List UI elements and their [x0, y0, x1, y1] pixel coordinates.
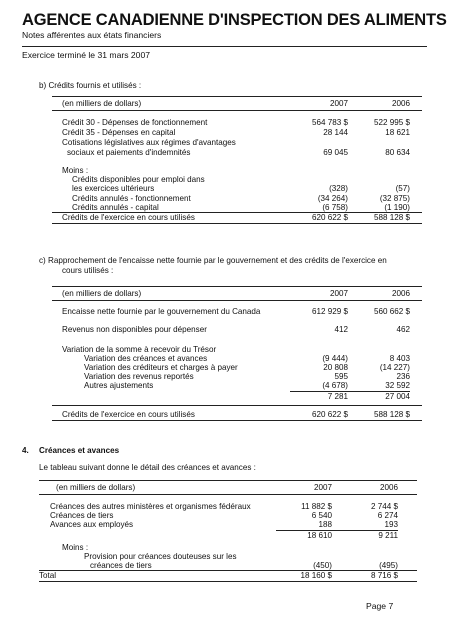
table-cell-2006: (32 875)	[379, 194, 410, 203]
table-cell-2006: 522 995 $	[373, 118, 410, 127]
table-b-year-2007: 2007	[329, 99, 348, 108]
table-cell-2006: 80 634	[385, 148, 410, 157]
table-4-column-header: (en milliers de dollars)	[56, 483, 136, 492]
table-cell-2007: 69 045	[323, 148, 348, 157]
table-4-year-2006: 2006	[379, 483, 398, 492]
table-c-total-label: Crédits de l'exercice en cours utilisés	[62, 410, 195, 419]
table-cell-2006: 18 621	[385, 128, 410, 137]
table-cell-2007: 564 783 $	[311, 118, 348, 127]
table-cell-2006: (14 227)	[379, 363, 410, 372]
table-cell-2006: 32 592	[385, 381, 410, 390]
table-c-total-2006: 588 128 $	[373, 410, 410, 419]
table-cell-2007: 20 808	[323, 363, 348, 372]
table-row-label: les exercices ultérieurs	[72, 184, 155, 193]
section-4-heading: Créances et avances	[39, 446, 120, 455]
table-cell-2007: (9 444)	[322, 354, 348, 363]
table-cell-2006: (1 190)	[384, 203, 410, 212]
table-row-label: Revenus non disponibles pour dépenser	[62, 325, 207, 334]
table-b-total-2006: 588 128 $	[373, 213, 410, 222]
table-cell-2007: 612 929 $	[311, 307, 348, 316]
header-divider	[22, 46, 427, 47]
table-b-total-label: Crédits de l'exercice en cours utilisés	[62, 213, 195, 222]
table-cell-2006: 236	[396, 372, 410, 381]
table-cell-2007: (34 264)	[317, 194, 348, 203]
table-c-column-header: (en milliers de dollars)	[62, 289, 142, 298]
table-row-label: Provision pour créances douteuses sur les	[84, 552, 237, 561]
table-b-top-rule	[52, 96, 422, 97]
table-row-label: Moins :	[62, 543, 89, 552]
table-row-label: Avances aux employés	[50, 520, 134, 529]
table-row-label: Moins :	[62, 166, 89, 175]
table-row-label: Crédits annulés - capital	[72, 203, 159, 212]
table-4-year-2007: 2007	[313, 483, 332, 492]
table-4-top-rule	[39, 480, 417, 481]
table-cell-2007: (328)	[329, 184, 348, 193]
table-cell-2007: (6 758)	[322, 203, 348, 212]
table-cell-2006: (57)	[395, 184, 410, 193]
table-cell-2006: 2 744 $	[370, 502, 398, 511]
table-row-label: Encaisse nette fournie par le gouvernement du Canada	[62, 307, 261, 316]
page-number: Page 7	[366, 601, 394, 611]
table-4-total-2006: 8 716 $	[370, 571, 398, 580]
table-row-label: Variation de la somme à recevoir du Trésor	[62, 345, 217, 354]
table-row-label: sociaux et paiements d'indemnités	[67, 148, 191, 157]
section-4-number: 4.	[22, 446, 29, 455]
table-c-year-2007: 2007	[329, 289, 348, 298]
table-4-subtotal-2007: 18 610	[307, 531, 332, 540]
table-c-total-rule	[52, 405, 422, 406]
table-cell-2007: 6 540	[311, 511, 332, 520]
table-4-total-2007: 18 160 $	[300, 571, 332, 580]
table-4-subtotal-2006: 9 211	[378, 531, 398, 540]
table-c-subtotal-2006: 27 004	[385, 392, 410, 401]
section-c-heading-cont: cours utilisés :	[62, 266, 114, 275]
document-subtitle: Notes afférentes aux états financiers	[22, 30, 162, 40]
table-c-year-2006: 2006	[391, 289, 410, 298]
section-4-intro: Le tableau suivant donne le détail des créances et avances :	[39, 463, 256, 472]
table-row-label: Crédit 35 - Dépenses en capital	[62, 128, 176, 137]
table-c-top-rule	[52, 286, 422, 287]
section-b-heading: b) Crédits fournis et utilisés :	[39, 81, 142, 90]
table-row-label: Créances des autres ministères et organismes fédéraux	[50, 502, 251, 511]
table-row-label: Variation des créances et avances	[84, 354, 208, 363]
table-b-column-header: (en milliers de dollars)	[62, 99, 142, 108]
table-row-label: Variation des revenus reportés	[84, 372, 194, 381]
table-b-total-2007: 620 622 $	[311, 213, 348, 222]
table-b-bottom-rule	[52, 223, 422, 224]
table-cell-2007: (4 678)	[322, 381, 348, 390]
table-row-label: Cotisations législatives aux régimes d'avantages	[62, 138, 236, 147]
table-cell-2006: 6 274	[377, 511, 398, 520]
table-row-label: Variation des créditeurs et charges à payer	[84, 363, 238, 372]
table-row-label: Créances de tiers	[50, 511, 114, 520]
table-row-label: Crédits annulés - fonctionnement	[72, 194, 191, 203]
table-cell-2007: 595	[334, 372, 348, 381]
section-c-heading: c) Rapprochement de l'encaisse nette fournie par le gouvernement et des crédits de l'exercice en	[39, 256, 387, 265]
table-c-header-rule	[52, 300, 422, 301]
table-c-subtotal-2007: 7 281	[327, 392, 348, 401]
table-cell-2007: 412	[334, 325, 348, 334]
table-cell-2006: 462	[396, 325, 410, 334]
table-c-bottom-rule	[52, 420, 422, 421]
table-4-total-label: Total	[39, 571, 57, 580]
document-title: AGENCE CANADIENNE D'INSPECTION DES ALIMENTS	[22, 11, 447, 29]
table-cell-2006: 193	[384, 520, 398, 529]
table-row-label: Autres ajustements	[84, 381, 154, 390]
table-row-label: Crédits disponibles pour emploi dans	[72, 175, 205, 184]
table-c-total-2007: 620 622 $	[311, 410, 348, 419]
table-row-label: créances de tiers	[90, 561, 152, 570]
table-cell-2006: 8 403	[389, 354, 410, 363]
table-b-header-rule	[52, 110, 422, 111]
table-b-year-2006: 2006	[391, 99, 410, 108]
table-cell-2007: 188	[318, 520, 332, 529]
table-row-label: Crédit 30 - Dépenses de fonctionnement	[62, 118, 208, 127]
table-cell-2006: (495)	[379, 561, 398, 570]
table-cell-2007: 28 144	[323, 128, 348, 137]
table-4-header-rule	[39, 494, 417, 495]
table-cell-2007: 11 882 $	[301, 502, 332, 511]
table-cell-2006: 560 662 $	[373, 307, 410, 316]
table-4-bottom-rule	[39, 581, 417, 582]
table-cell-2007: (450)	[313, 561, 332, 570]
fiscal-period: Exercice terminé le 31 mars 2007	[22, 50, 151, 60]
